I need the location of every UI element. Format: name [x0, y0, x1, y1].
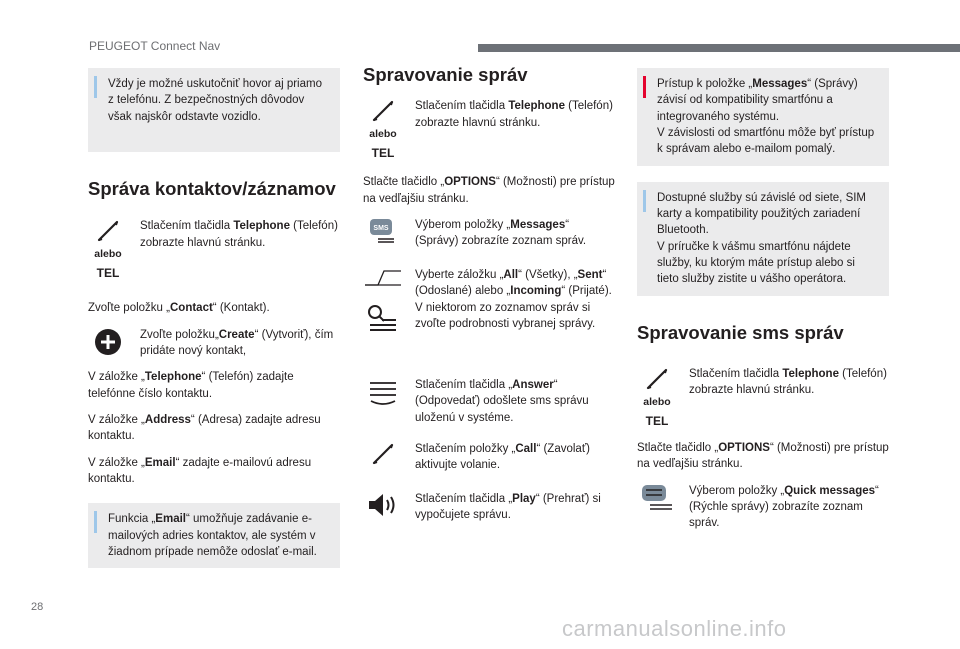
note-text: Dostupné služby sú závislé od siete, SIM karty a kompatibility použitých zariadení Bluetooth. V príručke k vášmu smartfónu nájdete služby, ku ktorým máte prístup alebo si tieto služby zistite u vášho operátora.: [657, 191, 867, 286]
alebo-label: alebo: [94, 248, 122, 261]
phone-icon[interactable]: [95, 218, 121, 244]
paragraph-options: [637, 440, 889, 473]
paragraph-address: [88, 412, 340, 445]
text-segment: “ (Zavolať) aktivujte volanie.: [415, 442, 590, 472]
bold-term: Answer: [512, 378, 554, 391]
step-call: [363, 441, 615, 481]
step-text: [415, 441, 615, 474]
section-heading-sms: Spravovanie sms správ: [637, 321, 844, 343]
step-text: [140, 327, 340, 360]
header-bar: [478, 44, 960, 52]
phone-icon[interactable]: [370, 98, 396, 124]
text-segment: V záložke „: [88, 413, 145, 426]
bold-term: Contact: [169, 302, 213, 315]
bold-term: Incoming: [510, 285, 562, 298]
section-heading-contacts: Správa kontaktov/záznamov: [88, 178, 336, 199]
paragraph-email: [88, 455, 340, 488]
paragraph-options: [363, 174, 615, 207]
step-telephone: [637, 366, 889, 430]
text-segment: Stlačením tlačidla „: [415, 378, 513, 391]
answer-icon-group: [363, 377, 403, 405]
info-note-services: [637, 182, 889, 296]
text-segment: “ (Vytvoriť), čím pridáte nový kontakt,: [140, 328, 334, 357]
tab-icon[interactable]: [364, 267, 402, 287]
answer-icon[interactable]: [367, 377, 399, 405]
quick-messages-icon[interactable]: [640, 483, 674, 513]
step-quick-messages: [637, 483, 889, 532]
warning-note-messages: [637, 68, 889, 166]
tab-icons-group: [363, 267, 403, 337]
info-icon: [94, 511, 97, 533]
text-segment: “ (Adresa) zadajte adresu kontaktu.: [88, 413, 321, 443]
sms-icon-group: [363, 217, 403, 245]
step-play: [363, 491, 615, 524]
info-icon: [94, 76, 97, 98]
paragraph-contact: [88, 300, 340, 316]
step-telephone: [363, 98, 615, 164]
page-number: 28: [31, 601, 44, 613]
running-header-title: PEUGEOT Connect Nav: [89, 39, 221, 53]
step-messages: [363, 217, 615, 257]
speaker-icon[interactable]: [366, 491, 400, 519]
bold-term: All: [503, 268, 519, 281]
bold-term: Email: [144, 456, 176, 469]
column-1: [88, 68, 340, 584]
text-segment: Zvoľte položku „: [88, 302, 170, 315]
alebo-label: alebo: [643, 395, 671, 408]
step-answer: [363, 377, 615, 431]
section-heading-messages: Spravovanie správ: [363, 64, 528, 85]
text-segment: “ (Možnosti) pre prístup na vedľajšiu stránku.: [363, 176, 615, 205]
bold-term: Messages: [752, 78, 808, 90]
step-text: [415, 267, 615, 332]
bold-term: Messages: [510, 218, 566, 231]
text-segment: “ (Telefón) zadajte telefónne číslo kontaktu.: [88, 371, 294, 400]
play-icon-group: [363, 491, 403, 519]
text-segment: V záložke „: [88, 456, 145, 469]
call-icon-group: [363, 441, 403, 467]
paragraph-telephone: [88, 369, 340, 402]
text-segment: “ (Možnosti) pre prístup na vedľajšiu stránku.: [637, 441, 889, 471]
text-segment: Stlačením tlačidla: [140, 220, 234, 233]
bold-term: Telephone: [508, 100, 565, 113]
alebo-label: alebo: [369, 128, 397, 141]
text-segment: Stlačením položky „: [415, 442, 516, 455]
text-segment: “ (Prijaté). V niektorom zo zoznamov správ si zvoľte podrobnosti vybranej správy.: [415, 285, 612, 330]
column-2: [363, 62, 615, 534]
text-segment: Výberom položky „: [415, 218, 511, 231]
bold-term: Call: [515, 442, 537, 455]
text-segment: (Telefón) zobrazte hlavnú stránku.: [689, 367, 887, 397]
text-segment: Prístup k položke „: [657, 78, 753, 90]
text-segment: Stlačte tlačidlo „: [637, 441, 719, 454]
tel-button[interactable]: TEL: [645, 413, 669, 428]
step-text: [415, 377, 615, 426]
quick-messages-icon-group: [637, 483, 677, 513]
step-telephone: [88, 218, 340, 290]
text-segment: Zvoľte položku„: [140, 328, 219, 341]
step-text: [415, 217, 615, 250]
text-segment: Funkcia „: [108, 513, 156, 526]
step-text: [689, 483, 889, 532]
info-icon: [643, 190, 646, 212]
text-segment: “ (Všetky), „: [518, 268, 578, 281]
text-segment: Vyberte záložku „: [415, 268, 504, 281]
text-segment: “ umožňuje zadávanie e-mailových adries kontaktov, ale systém v žiadnom prípade nemôže odoslať e-mail.: [108, 513, 317, 558]
info-note-call-from-phone: [88, 68, 340, 152]
bold-term: Create: [218, 328, 255, 341]
bold-term: Telephone: [144, 371, 202, 384]
text-segment: (Telefón) zobrazte hlavnú stránku.: [415, 100, 613, 129]
add-icon[interactable]: [93, 327, 123, 357]
phone-icon[interactable]: [644, 366, 670, 392]
note-text: [108, 511, 330, 560]
text-segment: Stlačením tlačidla: [689, 367, 783, 380]
text-segment: (Telefón) zobrazte hlavnú stránku.: [140, 220, 338, 249]
phone-icon-group: [88, 218, 128, 282]
bold-term: Sent: [577, 268, 603, 281]
text-segment: “ (Odpovedať) odošlete sms správu uloženú v systéme.: [415, 378, 589, 424]
step-text: [415, 98, 615, 131]
message-detail-icon[interactable]: [366, 303, 400, 337]
tel-button[interactable]: TEL: [371, 146, 395, 161]
text-segment: “ (Odoslané) alebo „: [415, 268, 607, 298]
text-segment: “ (Správy) zobrazíte zoznam správ.: [415, 218, 587, 248]
note-text: Vždy je možné uskutočniť hovor aj priamo z telefónu. Z bezpečnostných dôvodov však najskôr odstavte vozidlo.: [108, 78, 322, 123]
step-create: [88, 327, 340, 360]
text-segment: “ (Rýchle správy) zobrazíte zoznam správ.: [689, 484, 879, 530]
info-note-email: [88, 503, 340, 568]
text-segment: Výberom položky „: [689, 484, 785, 497]
bold-term: Telephone: [233, 220, 290, 233]
bold-term: OPTIONS: [444, 176, 496, 189]
sms-icon-text: SMS: [373, 224, 389, 232]
call-icon[interactable]: [370, 441, 396, 467]
bold-term: OPTIONS: [718, 441, 770, 454]
bold-term: Play: [512, 492, 536, 505]
phone-icon-group: [363, 98, 403, 162]
phone-icon-group: [637, 366, 677, 430]
step-text: [415, 491, 615, 524]
watermark: carmanualsonline.info: [562, 616, 787, 641]
text-segment: “ zadajte e-mailovú adresu kontaktu.: [88, 456, 312, 485]
text-segment: “ (Kontakt).: [212, 302, 270, 315]
step-text: [140, 218, 340, 251]
step-tabs: [363, 267, 615, 367]
text-segment: V záložke „: [88, 371, 145, 384]
add-icon-group: [88, 327, 128, 357]
note-text: [657, 76, 879, 158]
tel-button[interactable]: TEL: [96, 266, 120, 281]
warning-icon: [643, 76, 646, 98]
text-segment: “ (Prehrať) si vypočujete správu.: [415, 492, 601, 522]
text-segment: Stlačením tlačidla „: [415, 492, 513, 505]
bold-term: Telephone: [782, 367, 839, 380]
column-3: [637, 68, 889, 542]
step-text: [689, 366, 889, 399]
sms-icon[interactable]: [368, 217, 398, 245]
bold-term: Email: [155, 513, 186, 526]
bold-term: Quick messages: [784, 484, 876, 497]
text-segment: Stlačte tlačidlo „: [363, 176, 445, 189]
text-segment: Stlačením tlačidla: [415, 100, 509, 113]
text-segment: “ (Správy) závisí od kompatibility smartfónu a integrovaného systému. V závislosti od smartfónu môže byť prístup k správam alebo e-mailom pomalý.: [657, 78, 875, 156]
bold-term: Address: [144, 413, 191, 426]
